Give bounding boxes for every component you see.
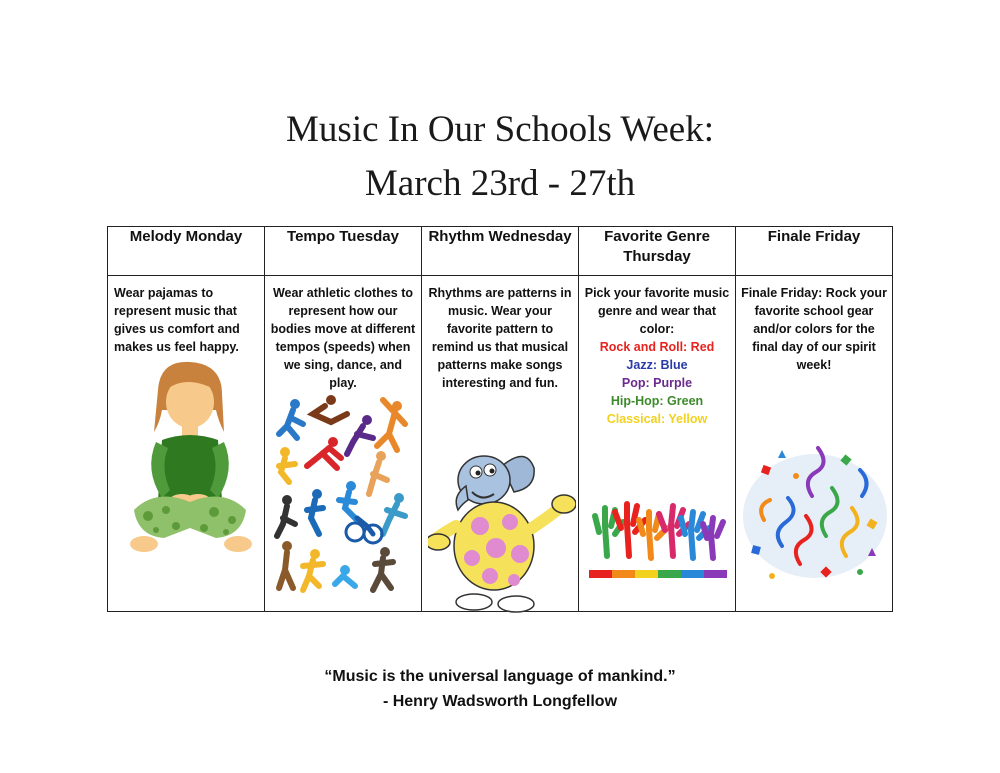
- genre-rock: Rock and Roll: Red: [599, 340, 715, 355]
- cell-friday: [736, 276, 893, 612]
- colorful-hands-illustration: [589, 486, 727, 582]
- elephant-mascot-illustration: [428, 446, 576, 614]
- header-row: [108, 227, 893, 276]
- header-tuesday: Tempo Tuesday: [265, 227, 422, 276]
- quote-author: - Henry Wadsworth Longfellow: [382, 693, 618, 710]
- monday-description: Wear pajamas to represent music that gives us comfort and makes us feel happy.: [114, 286, 240, 355]
- genre-jazz: Jazz: Blue: [626, 358, 688, 373]
- tuesday-description: Wear athletic clothes to represent how our bodies move at different tempos (speeds) when we sing, dance, and play.: [270, 286, 416, 391]
- genre-classical: Classical: Yellow: [606, 412, 708, 427]
- genre-hiphop: Hip-Hop: Green: [610, 394, 704, 409]
- confetti-illustration: [742, 436, 888, 586]
- wednesday-description: Rhythms are patterns in music. Wear your favorite pattern to remind us that musical patterns make songs interesting and fun.: [428, 286, 572, 391]
- header-friday: Finale Friday: [736, 227, 893, 276]
- cell-wednesday: [422, 276, 579, 612]
- page-title: Music In Our Schools Week:: [286, 109, 714, 150]
- body-row: [108, 276, 893, 612]
- cell-monday: [108, 276, 265, 612]
- cell-thursday: [579, 276, 736, 612]
- header-monday: Melody Monday: [108, 227, 265, 276]
- page-subtitle-dates: March 23rd - 27th: [364, 163, 636, 204]
- friday-description: Finale Friday: Rock your favorite school gear and/or colors for the final day of our spirit week!: [741, 286, 887, 373]
- header-thursday: Favorite Genre Thursday: [579, 227, 736, 276]
- spirit-week-table: [107, 226, 893, 612]
- thursday-description: [579, 276, 735, 428]
- genre-pop: Pop: Purple: [621, 376, 693, 391]
- cell-tuesday: [265, 276, 422, 612]
- pajama-child-illustration: [126, 360, 254, 560]
- athletes-silhouettes-illustration: [273, 394, 413, 594]
- header-wednesday: Rhythm Wednesday: [422, 227, 579, 276]
- thursday-text: Pick your favorite music genre and wear that color:: [584, 286, 730, 337]
- quote-text: “Music is the universal language of mankind.”: [324, 668, 676, 685]
